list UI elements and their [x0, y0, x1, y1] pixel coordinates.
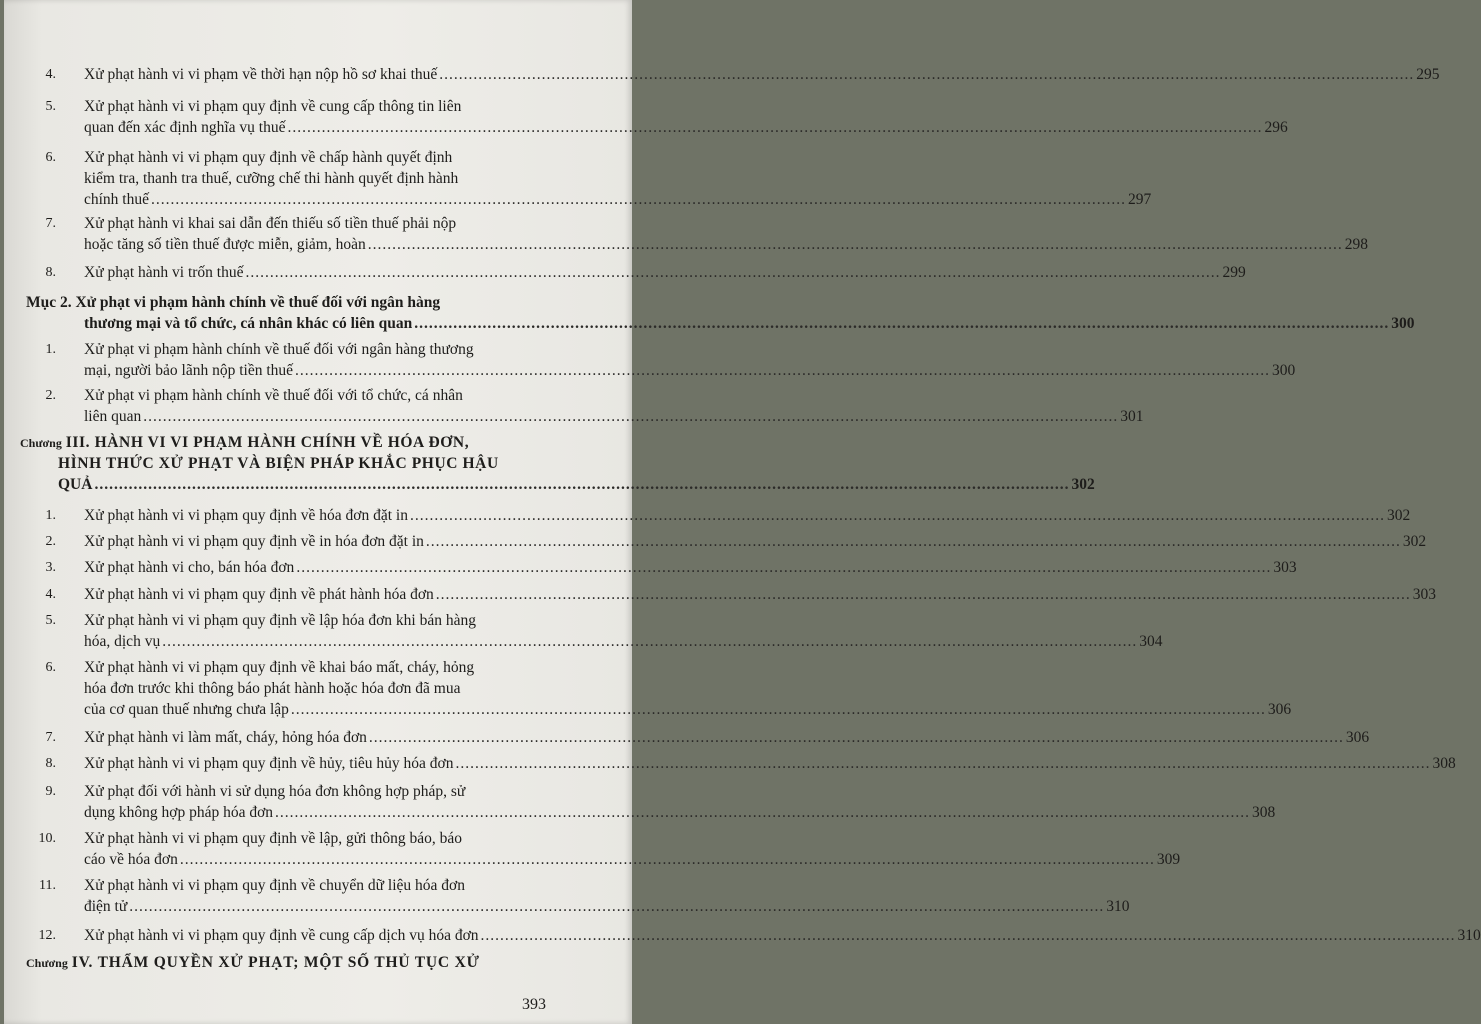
dot-leader: ........................................................................................................................................................................................................ [425, 533, 1401, 550]
entry-leader-line [84, 849, 1181, 870]
toc-entry[interactable] [26, 339, 1296, 385]
toc-entry[interactable] [26, 64, 1440, 89]
toc-entry[interactable] [26, 505, 1411, 530]
entry-number: 1. [45, 508, 56, 523]
entry-text-line: hóa đơn trước khi thông báo phát hành hoặc hóa đơn đã mua [84, 680, 461, 697]
entry-text-line: Xử phạt hành vi vi phạm về thời hạn nộp hồ sơ khai thuế [84, 66, 438, 83]
entry-number: 12. [38, 928, 56, 943]
toc-entry[interactable] [26, 584, 1437, 609]
entry-leader-line [84, 631, 1163, 652]
entry-number: 2. [45, 388, 56, 403]
dot-leader: ........................................................................................................................................................................................................ [455, 755, 1431, 772]
entry-text-line: Xử phạt đối với hành vi sử dụng hóa đơn không hợp pháp, sử [84, 783, 466, 800]
toc-entry[interactable] [26, 925, 1481, 950]
entry-leader-line [84, 925, 1481, 946]
page-number: 393 [522, 996, 546, 1013]
entry-text-line: Xử phạt hành vi cho, bán hóa đơn [84, 559, 295, 576]
entry-text-line: Xử phạt hành vi vi phạm quy định về chuyển dữ liệu hóa đơn [84, 877, 465, 894]
entry-text-line: dụng không hợp pháp hóa đơn [84, 804, 274, 821]
entry-page: 309 [1156, 851, 1181, 868]
entry-page: 298 [1344, 236, 1368, 253]
entry-text-line: chính thuế [84, 191, 149, 208]
toc-entry[interactable] [26, 610, 1163, 656]
dot-leader: ........................................................................................................................................................................................................ [435, 586, 1411, 603]
toc-entry[interactable] [26, 753, 1456, 778]
entry-leader-line [84, 234, 1368, 255]
chapter-label: Chương [26, 956, 68, 970]
entry-leader-line [84, 802, 1276, 823]
section-page: 300 [1391, 315, 1415, 332]
entry-page: 295 [1416, 66, 1440, 83]
entry-number: 4. [45, 67, 56, 82]
entry-page: 300 [1272, 362, 1296, 379]
toc-entry[interactable] [26, 657, 1292, 724]
entry-text-line: Xử phạt hành vi làm mất, cháy, hỏng hóa đơn [84, 729, 367, 746]
toc-entry[interactable] [26, 781, 1276, 827]
dot-leader: ........................................................................................................................................................................................................ [94, 476, 1070, 493]
section-heading-muc-2[interactable] [26, 292, 1415, 336]
entry-page: 302 [1386, 507, 1411, 524]
entry-number: 5. [45, 99, 56, 114]
dot-leader: ........................................................................................................................................................................................................ [409, 507, 1385, 524]
dot-leader: ........................................................................................................................................................................................................ [162, 633, 1138, 650]
entry-page: 303 [1273, 559, 1297, 576]
chapter-title-line: HÌNH THỨC XỬ PHẠT VÀ BIỆN PHÁP KHẮC PHỤC HẬU [58, 455, 499, 472]
toc-entry[interactable] [26, 557, 1297, 582]
entry-page: 304 [1139, 633, 1163, 650]
entry-text-line: quan đến xác định nghĩa vụ thuế [84, 119, 286, 136]
chapter-heading-iv[interactable] [26, 952, 570, 976]
toc-entry[interactable] [26, 828, 1181, 874]
entry-leader-line [84, 360, 1296, 381]
section-leader-line [84, 313, 1415, 334]
chapter-title-line [20, 432, 570, 454]
dot-leader: ........................................................................................................................................................................................................ [151, 191, 1126, 208]
dot-leader: ........................................................................................................................................................................................................ [414, 315, 1390, 332]
entry-number: 8. [45, 756, 56, 771]
entry-text-line: hóa, dịch vụ [84, 633, 161, 650]
chapter-label: Chương [20, 436, 62, 450]
entry-text-line: Xử phạt hành vi vi phạm quy định về cung cấp thông tin liên [84, 98, 462, 115]
chapter-title-text: III. HÀNH VI VI PHẠM HÀNH CHÍNH VỀ HÓA ĐƠN, [65, 434, 470, 451]
book-page [4, 0, 1481, 1024]
chapter-title-text: QUẢ [58, 476, 93, 493]
toc-entry[interactable] [26, 875, 1130, 921]
entry-page: 310 [1106, 898, 1130, 915]
entry-text-line: Xử phạt hành vi vi phạm quy định về hủy, tiêu hủy hóa đơn [84, 755, 454, 772]
entry-number: 2. [45, 534, 56, 549]
entry-text-line: Xử phạt hành vi vi phạm quy định về hóa đơn đặt in [84, 507, 408, 524]
chapter-heading-iii[interactable] [20, 432, 1095, 498]
dot-leader: ........................................................................................................................................................................................................ [245, 264, 1221, 281]
entry-leader-line [84, 505, 1411, 526]
entry-text-line: hoặc tăng số tiền thuế được miễn, giảm, hoàn [84, 236, 366, 253]
entry-page: 299 [1222, 264, 1246, 281]
toc-entry[interactable] [26, 147, 1152, 214]
entry-text-line: điện tử [84, 898, 128, 915]
dot-leader: ........................................................................................................................................................................................................ [295, 362, 1271, 379]
entry-leader-line [84, 64, 1440, 85]
entry-text-line: Xử phạt hành vi vi phạm quy định về khai báo mất, cháy, hỏng [84, 659, 475, 676]
entry-number: 7. [45, 216, 56, 231]
entry-text-line: kiểm tra, thanh tra thuế, cưỡng chế thi hành quyết định hành [84, 170, 459, 187]
entry-text-line: Xử phạt hành vi vi phạm quy định về phát hành hóa đơn [84, 586, 434, 603]
section-title-line: Mục 2. Xử phạt vi phạm hành chính về thuế đối với ngân hàng [26, 294, 441, 311]
entry-leader-line [84, 117, 1288, 138]
entry-leader-line [84, 189, 1152, 210]
dot-leader: ........................................................................................................................................................................................................ [290, 701, 1266, 718]
entry-text-line: cáo về hóa đơn [84, 851, 178, 868]
entry-leader-line [84, 727, 1370, 748]
entry-number: 4. [45, 587, 56, 602]
entry-leader-line [84, 584, 1437, 605]
dot-leader: ........................................................................................................................................................................................................ [367, 236, 1343, 253]
entry-text-line: Xử phạt hành vi vi phạm quy định về lập, gửi thông báo, báo [84, 830, 462, 847]
entry-number: 9. [45, 784, 56, 799]
toc-entry[interactable] [26, 531, 1427, 556]
entry-page: 308 [1252, 804, 1276, 821]
entry-text-line: mại, người bảo lãnh nộp tiền thuế [84, 362, 294, 379]
dot-leader: ........................................................................................................................................................................................................ [143, 408, 1119, 425]
entry-number: 3. [45, 560, 56, 575]
dot-leader: ........................................................................................................................................................................................................ [480, 927, 1456, 944]
entry-page: 297 [1128, 191, 1152, 208]
entry-text-line: Xử phạt vi phạm hành chính về thuế đối với tổ chức, cá nhân [84, 387, 463, 404]
chapter-title-text: IV. THẨM QUYỀN XỬ PHẠT; MỘT SỐ THỦ TỤC XỬ [71, 954, 480, 971]
entry-leader-line [84, 557, 1297, 578]
entry-number: 8. [45, 265, 56, 280]
entry-leader-line [84, 753, 1456, 774]
entry-page: 308 [1432, 755, 1456, 772]
entry-page: 303 [1412, 586, 1437, 603]
entry-text-line: Xử phạt hành vi vi phạm quy định về cung cấp dịch vụ hóa đơn [84, 927, 479, 944]
entry-number: 7. [45, 730, 56, 745]
entry-page: 296 [1264, 119, 1288, 136]
entry-leader-line [84, 896, 1130, 917]
toc-entry[interactable] [26, 96, 1288, 142]
chapter-page: 302 [1071, 476, 1095, 493]
entry-page: 310 [1457, 927, 1481, 944]
toc-entry[interactable] [26, 262, 1246, 287]
entry-text-line: Xử phạt hành vi trốn thuế [84, 264, 244, 281]
entry-number: 6. [45, 660, 56, 675]
entry-text-line: Xử phạt hành vi khai sai dẫn đến thiếu số tiền thuế phải nộp [84, 215, 457, 232]
dot-leader: ........................................................................................................................................................................................................ [179, 851, 1155, 868]
entry-number: 6. [45, 150, 56, 165]
entry-number: 5. [45, 613, 56, 628]
entry-leader-line [84, 262, 1246, 283]
toc-entry[interactable] [26, 385, 1144, 431]
entry-text-line: Xử phạt hành vi vi phạm quy định về lập hóa đơn khi bán hàng [84, 612, 476, 629]
entry-number: 1. [45, 342, 56, 357]
entry-page: 306 [1345, 729, 1370, 746]
dot-leader: ........................................................................................................................................................................................................ [287, 119, 1263, 136]
entry-text-line: của cơ quan thuế nhưng chưa lập [84, 701, 289, 718]
entry-leader-line [84, 699, 1292, 720]
dot-leader: ........................................................................................................................................................................................................ [296, 559, 1272, 576]
dot-leader: ........................................................................................................................................................................................................ [129, 898, 1105, 915]
entry-text-line: liên quan [84, 408, 142, 425]
entry-text-line: Xử phạt hành vi vi phạm quy định về chấp hành quyết định [84, 149, 453, 166]
dot-leader: ........................................................................................................................................................................................................ [275, 804, 1251, 821]
section-title-line: thương mại và tổ chức, cá nhân khác có liên quan [84, 315, 413, 332]
entry-number: 11. [39, 878, 56, 893]
entry-text-line: Xử phạt hành vi vi phạm quy định về in hóa đơn đặt in [84, 533, 424, 550]
entry-page: 302 [1402, 533, 1427, 550]
entry-text-line: Xử phạt vi phạm hành chính về thuế đối với ngân hàng thương [84, 341, 474, 358]
dot-leader: ........................................................................................................................................................................................................ [368, 729, 1344, 746]
toc-entry[interactable] [26, 213, 1368, 259]
entry-number: 10. [38, 831, 56, 846]
entry-leader-line [84, 406, 1144, 427]
toc-entry[interactable] [26, 727, 1370, 752]
entry-page: 306 [1267, 701, 1292, 718]
entry-page: 301 [1120, 408, 1144, 425]
chapter-leader-line [58, 474, 1095, 495]
entry-leader-line [84, 531, 1427, 552]
dot-leader: ........................................................................................................................................................................................................ [439, 66, 1415, 83]
